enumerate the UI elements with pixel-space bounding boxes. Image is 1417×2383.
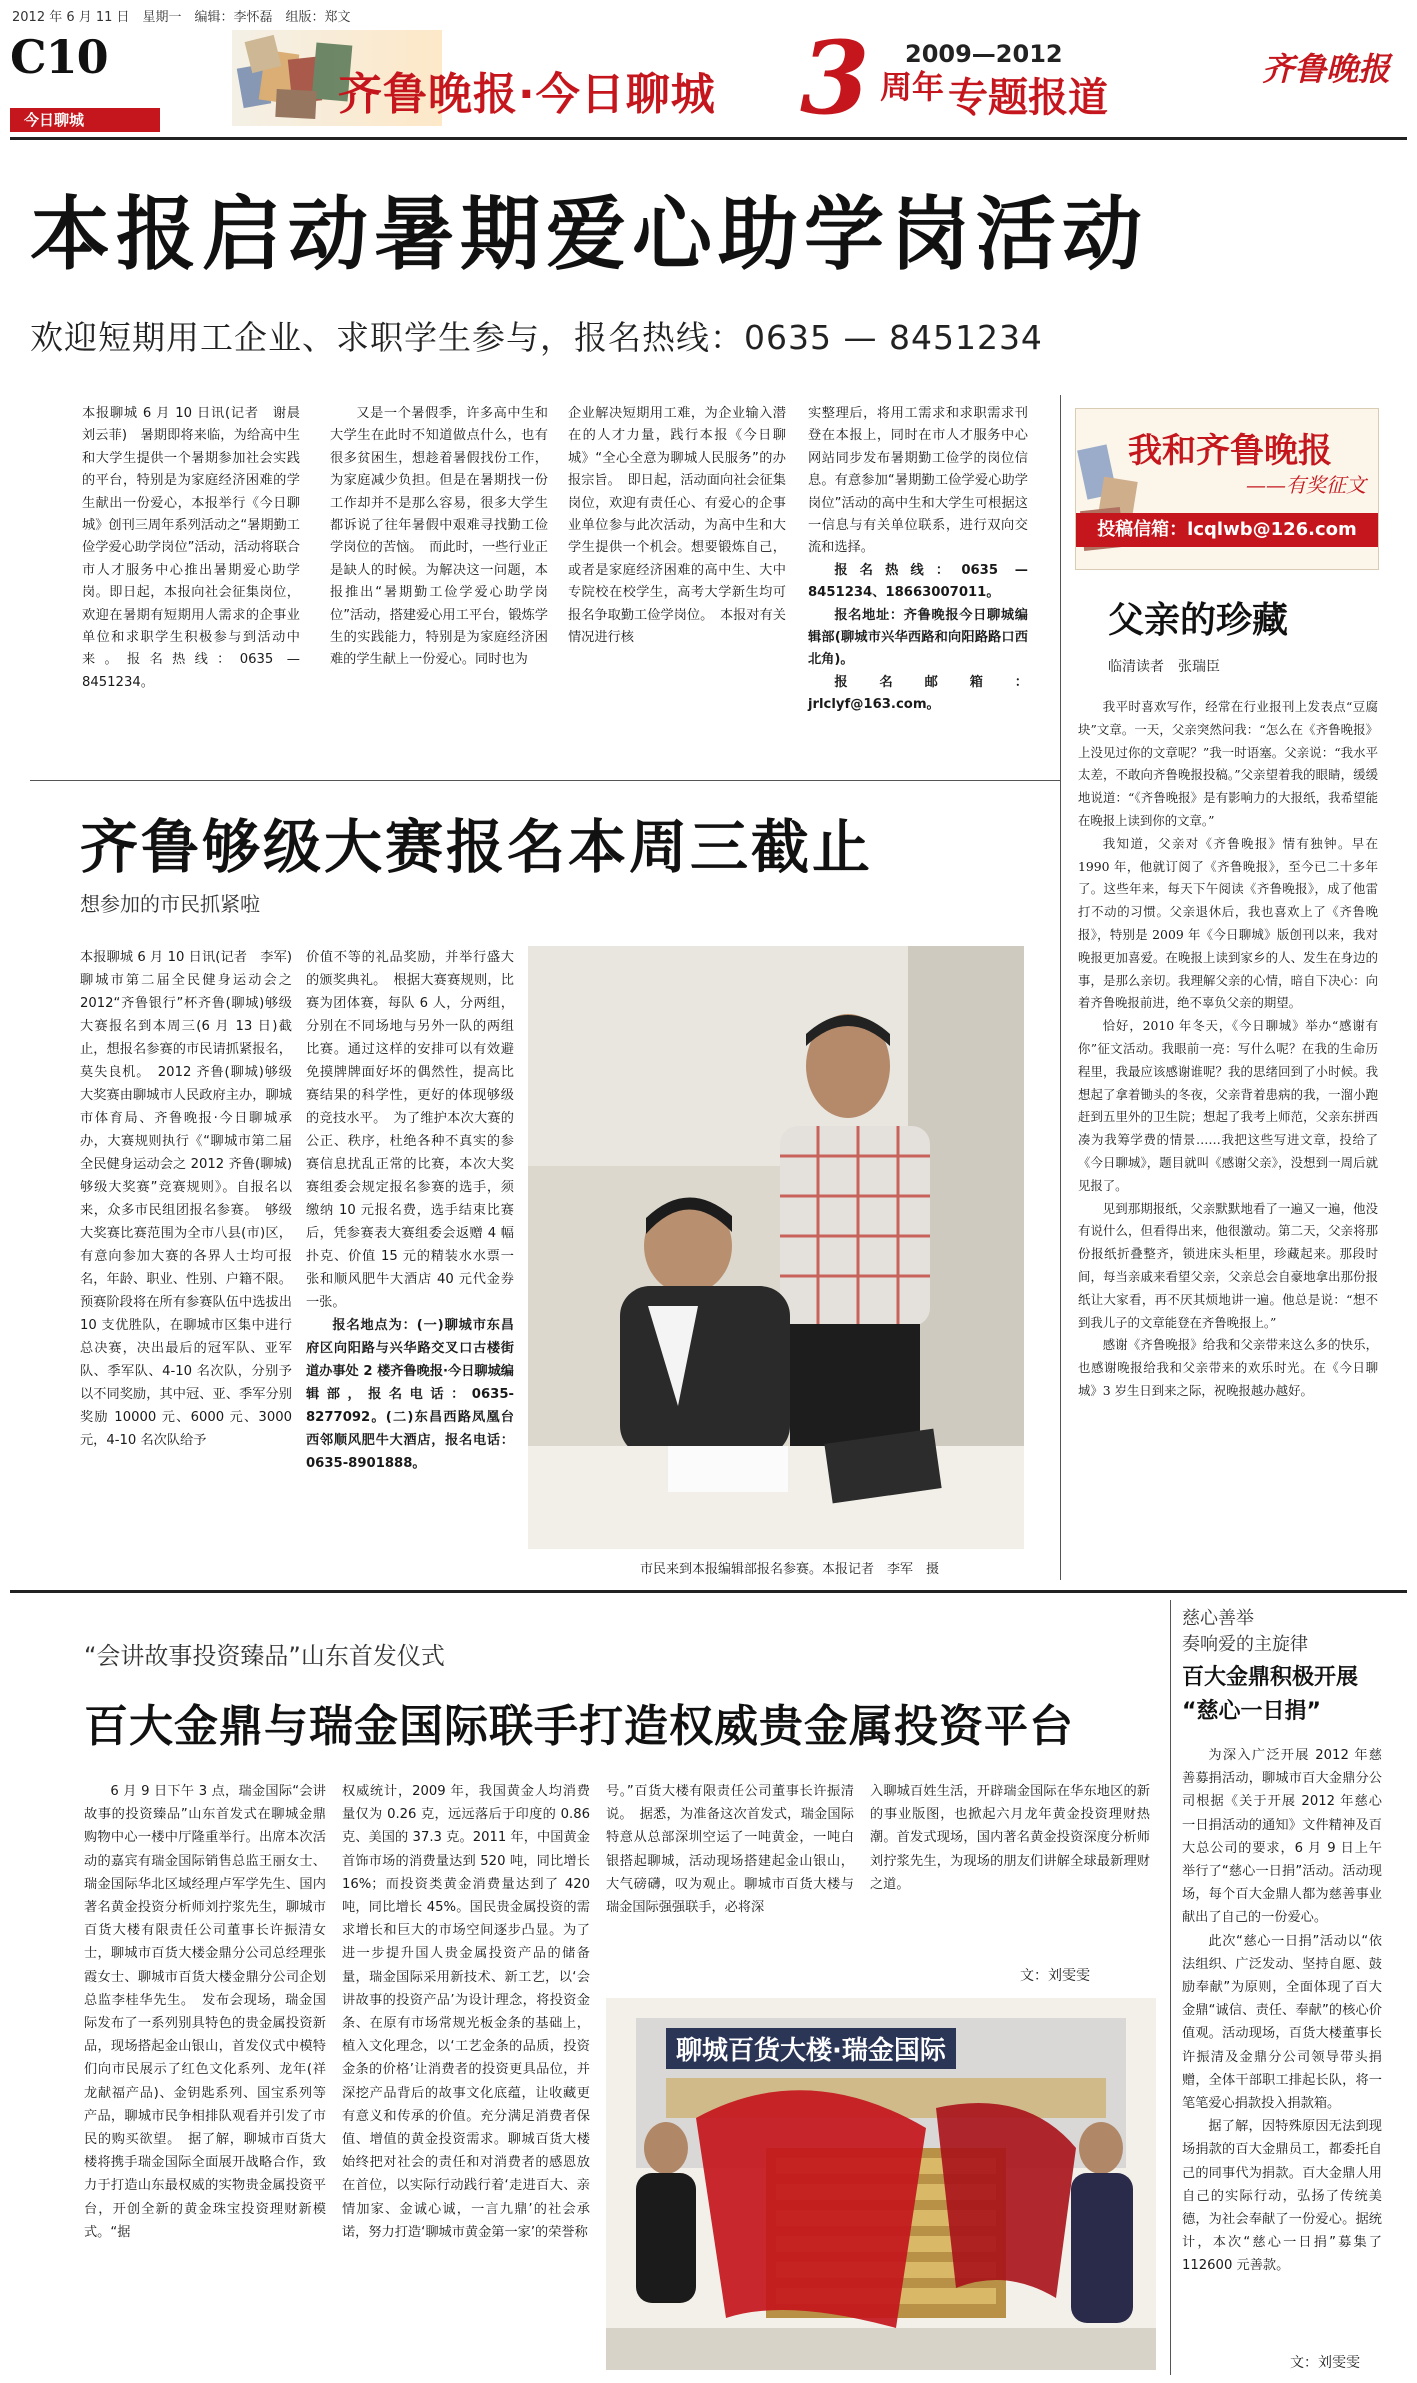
story3-photo xyxy=(606,1998,1156,2370)
sidebar-article-body: 我平时喜欢写作，经常在行业报刊上发表点“豆腐块”文章。一天，父亲突然问我：“怎么在《齐鲁晚报》上没见过你的文章呢？”我一时语塞。父亲说：“我水平太差，不敢向齐鲁晚报投稿。”父亲望着我的眼睛，缓缓地说道：“《齐鲁晚报》是有影响力的大报纸，我希望能在晚报上读到你的文章。” 我知道，父亲对《齐鲁晚报》情有独钟。早在 1990 年，他就订阅了《齐鲁晚报》，至今已二十多年了。这些年来，每天下午阅读《齐鲁晚报》，成了他雷打不动的习惯。父亲退休后，我也喜欢上了《齐鲁晚报》，特别是 2009 年《今日聊城》版创刊以来，我对晚报更加喜爱。在晚报上读到家乡的人、发生在身边的事，是那么亲切。我理解父亲的心情，暗自下决心：向着齐鲁晚报前进，绝不辜负父亲的期望。 恰好，2010 年冬天，《今日聊城》举办“感谢有你”征文活动。我眼前一亮：写什么呢？在我的生命历程里，我最应该感谢谁呢？我的思绪回到了小时候。我想起了拿着锄头的冬夜，父亲背着患病的我，一溜小跑赶到五里外的卫生院；想起了我考上师范，父亲东拼西凑为我筹学费的情景……我把这些写进文章，投给了《今日聊城》，题目就叫《感谢父亲》，没想到一周后就见报了。 见到那期报纸，父亲默默地看了一遍又一遍，他没有说什么，但看得出来，他很激动。第二天，父亲将那份报纸折叠整齐，锁进床头柜里，珍藏起来。那段时间，每当亲戚来看望父亲，父亲总会自豪地拿出那份报纸让大家看，再不厌其烦地讲一遍。他总是说：“想不到我儿子的文章能登在齐鲁晚报上。” 感谢《齐鲁晚报》给我和父亲带来这么多的快乐，也感谢晚报给我和父亲带来的欢乐时光。在《今日聊城》3 岁生日到来之际，祝晚报越办越好。 xyxy=(1078,699,1378,1398)
header-rule xyxy=(10,137,1407,140)
story4-kicker-2: 奏响爱的主旋律 xyxy=(1182,1634,1308,1655)
story2-registration-place: 报名地点为：(一)聊城市东昌府区向阳路与兴华路交叉口古楼街道办事处 2 楼齐鲁晚报·今日聊城编辑部，报名电话：0635-8277092。(二)东昌西路凤凰台西邻顺风肥牛大酒店，报名电话：0635-8901888。 xyxy=(306,1318,514,1471)
story2-column-1: 本报聊城 6 月 10 日讯(记者 李军) 聊城市第二届全民健身运动会之 2012“齐鲁银行”杯齐鲁(聊城)够级大赛报名到本周三(6 月 13 日)截止，想报名参赛的市民请抓紧报名，莫失良机。 2012 齐鲁(聊城)够级大奖赛由聊城市人民政府主办，聊城市体育局、齐鲁晚报·今日聊城承办，大赛规则执行《“聊城市第二届全民健身运动会之 2012 齐鲁(聊城)够级大奖赛”竞赛规则》。自报名以来，众多市民组团报名参赛。 够级大奖赛比赛范围为全市八县(市)区，有意向参加大赛的各界人士均可报名，年龄、职业、性别、户籍不限。预赛阶段将在所有参赛队伍中选拔出 10 支优胜队，在聊城市区集中进行总决赛，决出最后的冠军队、亚军队、季军队、4-10 名次队，分别予以不同奖励，其中冠、亚、季军分别奖励 10000 元、6000 元、3000 元，4-10 名次队给予 xyxy=(80,950,306,1448)
story3-byline: 文：刘雯雯 xyxy=(1020,1968,1090,1984)
story4-divider xyxy=(1170,1600,1171,2375)
story-divider xyxy=(30,780,1060,781)
story4-headline-2: “慈心一日捐” xyxy=(1182,1699,1321,1724)
story1-column-3: 企业解决短期用工难，为企业输入潜在的人才力量，践行本报《今日聊城》“全心全意为聊城人民服务”的办报宗旨。 即日起，活动面向社会征集岗位，欢迎有责任心、有爱心的企事业单位参与此次活动，为高中生和大学生提供一个机会。想要锻炼自己，或者是家庭经济困难的高中生、大中专院校在校学生，高考大学新生均可报名争取勤工俭学岗位。 本报对有关情况进行核 xyxy=(568,406,786,646)
story1-column-4: 实整理后，将用工需求和求职需求刊登在本报上，同时在市人才服务中心网站同步发布暑期勤工俭学的岗位信息。有意参加“暑期勤工俭学爱心助学岗位”活动的高中生和大学生可根据这一信息与有关单位联系，进行双向交流和选择。 报名热线：0635 — 8451234、18663007011。 报名地址：齐鲁晚报今日聊城编辑部(聊城市兴华西路和向阳路路口西北角)。 报名邮箱：jrlclyf@163.com。 xyxy=(808,403,1028,721)
story1-headline: 本报启动暑期爱心助学岗活动 xyxy=(30,188,1148,281)
banner-special: 专题报道 xyxy=(948,75,1108,121)
essay-contest-subtitle: ——有奖征文 xyxy=(1246,473,1366,497)
essay-contest-logo xyxy=(1075,408,1379,570)
banner-years: 2009—2012 xyxy=(905,40,1063,68)
story3-headline: 百大金鼎与瑞金国际联手打造权威贵金属投资平台 xyxy=(84,1701,1074,1752)
masthead-logo: 齐鲁晚报 xyxy=(1262,50,1391,88)
story4-byline: 文：刘雯雯 xyxy=(1290,2355,1360,2371)
section-rule xyxy=(10,1590,1407,1593)
story4-headline-1: 百大金鼎积极开展 xyxy=(1182,1665,1359,1690)
banner-title: 齐鲁晚报·今日聊城 xyxy=(338,69,716,120)
sidebar-divider xyxy=(1060,395,1061,1580)
story4-kicker-1: 慈心善举 xyxy=(1182,1608,1254,1629)
essay-contest-email: 投稿信箱：lcqlwb@126.com xyxy=(1076,513,1378,547)
story2-headline: 齐鲁够级大赛报名本周三截止 xyxy=(80,813,874,881)
story1-subhead: 欢迎短期用工企业、求职学生参与，报名热线：0635 — 8451234 xyxy=(30,318,1043,357)
essay-contest-title: 我和齐鲁晚报 xyxy=(1128,431,1332,471)
section-tab: 今日聊城 xyxy=(10,108,160,132)
story1-email: 报名邮箱：jrlclyf@163.com。 xyxy=(808,674,1028,713)
story2-column-2: 价值不等的礼品奖励，并举行盛大的颁奖典礼。 根据大赛赛规则，比赛为团体赛，每队 6 人，分两组，分别在不同场地与另外一队的两组比赛。通过这样的安排可以有效避免摸牌牌面好坏的偶然性，提高比赛结果的科学性，更好的体现够级的竞技水平。 为了维护本次大赛的公正、秩序，杜绝各种不真实的参赛信息扰乱正常的比赛，本次大奖赛组委会规定报名参赛的选手，须缴纳 10 元报名费，选手结束比赛后，凭参赛表大赛组委会返赠 4 幅扑克、价值 15 元的精装水水票一张和顺风肥牛大酒店 40 元代金券一张。 报名地点为：(一)聊城市东昌府区向阳路与兴华路交叉口古楼街道办事处 2 楼齐鲁晚报·今日聊城编辑部，报名电话：0635-8277092。(二)东昌西路凤凰台西邻顺风肥牛大酒店，报名电话：0635-8901888。 xyxy=(306,946,514,1558)
story1-hotline: 报名热线：0635 — 8451234、18663007011。 xyxy=(808,562,1028,601)
story3-photo-banner: 聊城百货大楼·瑞金国际 xyxy=(666,2028,956,2069)
sidebar-article-title: 父亲的珍藏 xyxy=(1108,600,1289,641)
story3-column-1: 6 月 9 日下午 3 点，瑞金国际“会讲故事的投资臻品”山东首发式在聊城金鼎购物中心一楼中厅隆重举行。出席本次活动的嘉宾有瑞金国际销售总监王丽女士、瑞金国际华北区域经理卢军学先生、国内著名黄金投资分析师刘拧浆先生，聊城市百货大楼有限责任公司董事长许振清女士，聊城市百货大楼金鼎分公司总经理张霞女士、聊城市百货大楼金鼎分公司企划总监李桂华先生。 发布会现场，瑞金国际发布了一系列别具特色的贵金属投资新品，现场搭起金山银山，首发仪式中模特们向市民展示了红色文化系列、龙年(祥龙献福产品)、金钥匙系列、国宝系列等产品，聊城市民争相排队观看并引发了市民的购买欲望。 据了解，聊城市百货大楼将携手瑞金国际全面展开战略合作，致力于打造山东最权威的实物贵金属投资平台，开创全新的黄金珠宝投资理财新模式。“据 xyxy=(84,1784,326,2240)
story2-photo xyxy=(528,946,1024,1549)
story3-column-3: 号。”百货大楼有限责任公司董事长许振清说。 据悉，为准备这次首发式，瑞金国际特意从总部深圳空运了一吨黄金，一吨白银搭起聊城，活动现场搭建起金山银山，大气磅礴，叹为观止。聊城市百货大楼与瑞金国际强强联手，必将深 xyxy=(606,1784,854,1916)
story2-photo-caption: 市民来到本报编辑部报名参赛。本报记者 李军 摄 xyxy=(640,1562,940,1577)
anniversary-label: 周年 xyxy=(880,68,945,106)
story1-column-2: 又是一个暑假季，许多高中生和大学生在此时不知道做点什么，也有很多贫困生，想趁着暑假找份工作，为家庭减少负担。但是在暑期找一份工作却并不是那么容易，很多大学生都诉说了往年暑假中艰难寻找勤工俭学岗位的苦恼。 而此时，一些行业正是缺人的时候。为解决这一问题，本报推出“暑期勤工俭学爱心助学岗位”活动，搭建爱心用工平台，锻炼学生的实践能力，特别是为家庭经济困难的学生献上一份爱心。同时也为 xyxy=(330,406,548,668)
story3-column-4: 入聊城百姓生活，开辟瑞金国际在华东地区的新的事业版图，也掀起六月龙年黄金投资理财热潮。首发式现场，国内著名黄金投资深度分析师刘拧浆先生，为现场的朋友们讲解全球最新理财之道。 xyxy=(870,1784,1150,1892)
story2-subhead: 想参加的市民抓紧啦 xyxy=(80,892,260,916)
date-line: 2012 年 6 月 11 日 星期一 编辑：李怀磊 组版：郑文 xyxy=(12,10,351,25)
story4-body: 为深入广泛开展 2012 年慈善募捐活动，聊城市百大金鼎分公司根据《关于开展 2012 年慈心一日捐活动的通知》文件精神及百大总公司的要求，6 月 9 日上午举行了“慈心一日捐”活动。活动现场，每个百大金鼎人都为慈善事业献出了自己的一份爱心。 此次“慈心一日捐”活动以“依法组织、广泛发动、坚持自愿、鼓励奉献”为原则，全面体现了百大金鼎“诚信、责任、奉献”的核心价值观。活动现场，百货大楼董事长许振清及金鼎分公司领导带头捐赠，全体干部职工排起长队，将一笔笔爱心捐款投入捐款箱。 据了解，因特殊原因无法到现场捐款的百大金鼎员工，都委托自己的同事代为捐款。百大金鼎人用自己的实际行动，弘扬了传统美德，为社会奉献了一份爱心。据统计，本次“慈心一日捐”募集了 112600 元善款。 xyxy=(1182,1748,1382,2274)
page-number: C10 xyxy=(10,30,108,84)
sidebar-byline: 临清读者 张瑞臣 xyxy=(1108,659,1220,675)
story1-address: 报名地址：齐鲁晚报今日聊城编辑部(聊城市兴华西路和向阳路路口西北角)。 xyxy=(808,607,1028,668)
anniversary-number: 3 xyxy=(800,19,870,137)
story3-column-2: 权威统计，2009 年，我国黄金人均消费量仅为 0.26 克，远远落后于印度的 0.86 克、美国的 37.3 克。2011 年，中国黄金首饰市场的消费量达到 520 吨，同比增长 16%；而投资类黄金消费量达到了 420 吨，同比增长 45%。国民贵金属投资的需求增长和巨大的市场空间逐步凸显。为了进一步提升国人贵金属投资产品的储备量，瑞金国际采用新技术、新工艺，以‘会讲故事的投资产品’为设计理念，将投资金条、在原有市场常规光板金条的基础上，植入文化理念，以‘工艺金条的品质，投资金条的价格’让消费者的投资更具品位，并深挖产品背后的故事文化底蕴，让收藏更有意义和传承的价值。充分满足消费者保值、增值的黄金投资需求。聊城百货大楼始终把对社会的责任和对消费者的感恩放在首位，以实际行动践行着‘走进百大、亲情加家、金诚心诚，一言九鼎’的社会承诺，努力打造‘聊城市黄金第一家’的荣誉称 xyxy=(342,1784,590,2240)
story3-kicker: “会讲故事投资臻品”山东首发仪式 xyxy=(84,1642,445,1670)
story1-column-1: 本报聊城 6 月 10 日讯(记者 谢晨 刘云菲) 暑期即将来临，为给高中生和大学生提供一个暑期参加社会实践的平台，特别是为家庭经济困难的学生献出一份爱心，本报举行《今日聊城》创刊三周年系列活动之“暑期勤工俭学爱心助学岗位”活动，活动将联合市人才服务中心推出暑期爱心助学岗。即日起，本报向社会征集岗位，欢迎在暑期有短期用人需求的企事业单位和求职学生积极参与到活动中来。报名热线：0635 — 8451234。 xyxy=(82,406,314,690)
